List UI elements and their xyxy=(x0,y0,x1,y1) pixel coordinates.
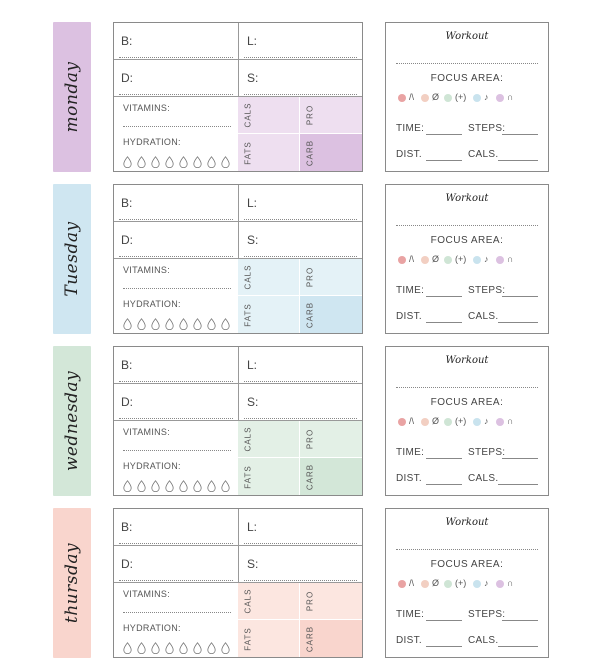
lunch-label[interactable]: L: xyxy=(247,520,258,534)
workout-box xyxy=(385,184,549,334)
water-drop-icon[interactable] xyxy=(193,317,202,329)
focus-glyph-icon[interactable]: ∩ xyxy=(507,416,514,426)
pro-field[interactable] xyxy=(300,259,362,296)
dist-line xyxy=(426,322,462,323)
focus-dot-icon[interactable] xyxy=(496,580,504,588)
lunch-label[interactable]: L: xyxy=(247,34,258,48)
divider xyxy=(114,545,362,546)
dinner-label[interactable]: D: xyxy=(121,557,133,571)
fats-field[interactable] xyxy=(238,296,300,333)
macros-grid xyxy=(238,259,362,333)
carb-field-label: CARB xyxy=(305,139,315,166)
cals-field[interactable] xyxy=(238,583,300,620)
vitamins-hydration xyxy=(114,421,238,495)
fats-field[interactable] xyxy=(238,458,300,495)
time-label[interactable]: TIME: xyxy=(396,447,425,458)
focus-glyph-icon[interactable]: Ø xyxy=(432,416,440,426)
focus-glyph-icon[interactable]: ∩ xyxy=(507,92,514,102)
time-line xyxy=(426,134,462,135)
day-tab xyxy=(53,508,91,658)
time-line xyxy=(426,620,462,621)
dotted-line xyxy=(244,381,357,382)
dotted-line xyxy=(119,219,233,220)
breakfast-label[interactable]: B: xyxy=(121,358,133,372)
focus-dot-icon[interactable] xyxy=(421,580,429,588)
pro-field-label: PRO xyxy=(305,104,315,126)
hydration-label: HYDRATION: xyxy=(123,299,181,309)
focus-dot-icon[interactable] xyxy=(398,256,406,264)
dotted-line xyxy=(244,57,357,58)
focus-dot-icon[interactable] xyxy=(444,256,452,264)
time-label[interactable]: TIME: xyxy=(396,123,425,134)
day-tab xyxy=(53,22,91,172)
focus-glyph-icon[interactable]: ∩ xyxy=(507,578,514,588)
water-drop-icon[interactable] xyxy=(165,641,174,653)
focus-glyph-icon[interactable]: ♪ xyxy=(484,416,489,426)
dotted-line xyxy=(244,543,357,544)
water-drops xyxy=(123,479,243,493)
water-drop-icon[interactable] xyxy=(165,155,174,167)
carb-field-label: CARB xyxy=(305,625,315,652)
breakfast-label[interactable]: B: xyxy=(121,196,133,210)
water-drop-icon[interactable] xyxy=(221,155,230,167)
carb-field[interactable] xyxy=(300,458,362,495)
carb-field-label: CARB xyxy=(305,463,315,490)
fats-field-label: FATS xyxy=(243,626,253,651)
lunch-label[interactable]: L: xyxy=(247,196,258,210)
snack-label[interactable]: S: xyxy=(247,395,259,409)
vitamins-hydration xyxy=(114,97,238,171)
workout-line xyxy=(396,225,538,226)
focus-dot-icon[interactable] xyxy=(473,418,481,426)
time-label[interactable]: TIME: xyxy=(396,609,425,620)
water-drop-icon[interactable] xyxy=(221,641,230,653)
breakfast-label[interactable]: B: xyxy=(121,34,133,48)
cals-label[interactable]: CALS. xyxy=(468,311,499,322)
focus-dot-icon[interactable] xyxy=(444,418,452,426)
water-drop-icon[interactable] xyxy=(207,317,216,329)
day-name: thursday xyxy=(62,542,82,624)
vitamins-hydration xyxy=(114,583,238,657)
meals-box xyxy=(113,22,363,172)
focus-dot-icon[interactable] xyxy=(398,418,406,426)
workout-title: Workout xyxy=(445,31,489,42)
focus-glyph-icon[interactable]: ∩ xyxy=(507,254,514,264)
focus-dot-icon[interactable] xyxy=(473,580,481,588)
pro-field[interactable] xyxy=(300,583,362,620)
water-drop-icon[interactable] xyxy=(179,641,188,653)
carb-field[interactable] xyxy=(300,620,362,657)
vitamins-label[interactable]: VITAMINS: xyxy=(123,427,171,437)
day-block-1 xyxy=(0,184,600,336)
carb-field[interactable] xyxy=(300,134,362,171)
water-drop-icon[interactable] xyxy=(151,479,160,491)
vitamins-label[interactable]: VITAMINS: xyxy=(123,265,171,275)
workout-box xyxy=(385,22,549,172)
workout-line xyxy=(396,549,538,550)
focus-dot-icon[interactable] xyxy=(473,256,481,264)
water-drop-icon[interactable] xyxy=(137,641,146,653)
water-drops xyxy=(123,155,243,169)
cals-field-label: CALS xyxy=(243,588,253,614)
focus-area-label: FOCUS AREA: xyxy=(430,73,504,84)
dinner-label[interactable]: D: xyxy=(121,71,133,85)
water-drop-icon[interactable] xyxy=(151,317,160,329)
steps-label[interactable]: STEPS: xyxy=(468,447,506,458)
vitamins-label[interactable]: VITAMINS: xyxy=(123,589,171,599)
focus-dot-icon[interactable] xyxy=(398,94,406,102)
water-drop-icon[interactable] xyxy=(179,317,188,329)
water-drop-icon[interactable] xyxy=(137,155,146,167)
macros-grid xyxy=(238,97,362,171)
cals-label[interactable]: CALS. xyxy=(468,149,499,160)
workout-title: Workout xyxy=(445,193,489,204)
steps-line xyxy=(502,134,538,135)
focus-glyph-icon[interactable]: (+) xyxy=(455,416,467,426)
focus-glyph-icon[interactable]: /\ xyxy=(409,254,415,264)
time-label[interactable]: TIME: xyxy=(396,285,425,296)
focus-glyph-icon[interactable]: (+) xyxy=(455,578,467,588)
breakfast-label[interactable]: B: xyxy=(121,520,133,534)
dotted-line xyxy=(119,543,233,544)
snack-label[interactable]: S: xyxy=(247,71,259,85)
water-drop-icon[interactable] xyxy=(193,641,202,653)
day-name: Tuesday xyxy=(62,221,82,297)
day-name: monday xyxy=(62,61,82,133)
dist-line xyxy=(426,646,462,647)
water-drop-icon[interactable] xyxy=(193,479,202,491)
cals-field[interactable] xyxy=(238,97,300,134)
day-name: wednesday xyxy=(62,370,82,472)
hydration-label: HYDRATION: xyxy=(123,137,181,147)
day-tab xyxy=(53,346,91,496)
water-drop-icon[interactable] xyxy=(151,641,160,653)
water-drop-icon[interactable] xyxy=(179,155,188,167)
focus-glyph-icon[interactable]: /\ xyxy=(409,416,415,426)
water-drop-icon[interactable] xyxy=(165,317,174,329)
dotted-line xyxy=(119,94,233,95)
steps-label[interactable]: STEPS: xyxy=(468,609,506,620)
cals-field-label: CALS xyxy=(243,264,253,290)
water-drop-icon[interactable] xyxy=(165,479,174,491)
time-line xyxy=(426,296,462,297)
vitamins-line xyxy=(123,288,231,289)
water-drop-icon[interactable] xyxy=(151,155,160,167)
fats-field-label: FATS xyxy=(243,464,253,489)
workout-title: Workout xyxy=(445,355,489,366)
hydration-label: HYDRATION: xyxy=(123,623,181,633)
dotted-line xyxy=(119,381,233,382)
focus-dot-icon[interactable] xyxy=(421,94,429,102)
day-tab xyxy=(53,184,91,334)
water-drop-icon[interactable] xyxy=(221,317,230,329)
steps-label[interactable]: STEPS: xyxy=(468,285,506,296)
water-drops xyxy=(123,317,243,331)
focus-icons xyxy=(398,253,538,267)
focus-area-label: FOCUS AREA: xyxy=(430,235,504,246)
focus-dot-icon[interactable] xyxy=(421,256,429,264)
dotted-line xyxy=(244,94,357,95)
workout-box xyxy=(385,508,549,658)
cals-field-label: CALS xyxy=(243,102,253,128)
cals-line xyxy=(498,484,538,485)
water-drop-icon[interactable] xyxy=(193,155,202,167)
pro-field-label: PRO xyxy=(305,266,315,288)
cals-line xyxy=(498,322,538,323)
dist-label[interactable]: DIST. xyxy=(396,635,422,646)
dotted-line xyxy=(244,580,357,581)
focus-glyph-icon[interactable]: Ø xyxy=(432,92,440,102)
dotted-line xyxy=(119,57,233,58)
focus-area-label: FOCUS AREA: xyxy=(430,559,504,570)
dist-label[interactable]: DIST. xyxy=(396,149,422,160)
workout-line xyxy=(396,63,538,64)
cals-field[interactable] xyxy=(238,259,300,296)
focus-dot-icon[interactable] xyxy=(444,94,452,102)
hydration-label: HYDRATION: xyxy=(123,461,181,471)
dinner-label[interactable]: D: xyxy=(121,233,133,247)
focus-dot-icon[interactable] xyxy=(496,256,504,264)
vitamins-hydration xyxy=(114,259,238,333)
pro-field-label: PRO xyxy=(305,428,315,450)
macros-grid xyxy=(238,421,362,495)
workout-title: Workout xyxy=(445,517,489,528)
focus-glyph-icon[interactable]: /\ xyxy=(409,578,415,588)
focus-dot-icon[interactable] xyxy=(421,418,429,426)
divider xyxy=(114,59,362,60)
water-drop-icon[interactable] xyxy=(207,641,216,653)
water-drop-icon[interactable] xyxy=(207,479,216,491)
lunch-label[interactable]: L: xyxy=(247,358,258,372)
macros-grid xyxy=(238,583,362,657)
steps-line xyxy=(502,458,538,459)
fats-field-label: FATS xyxy=(243,140,253,165)
cals-line xyxy=(498,160,538,161)
day-block-2 xyxy=(0,346,600,498)
water-drop-icon[interactable] xyxy=(123,479,132,491)
carb-field-label: CARB xyxy=(305,301,315,328)
fats-field[interactable] xyxy=(238,134,300,171)
focus-dot-icon[interactable] xyxy=(473,94,481,102)
fats-field-label: FATS xyxy=(243,302,253,327)
focus-icons xyxy=(398,91,538,105)
vitamins-line xyxy=(123,612,231,613)
pro-field[interactable] xyxy=(300,421,362,458)
focus-icons xyxy=(398,577,538,591)
cals-field-label: CALS xyxy=(243,426,253,452)
dotted-line xyxy=(119,418,233,419)
focus-glyph-icon[interactable]: ♪ xyxy=(484,578,489,588)
water-drop-icon[interactable] xyxy=(123,155,132,167)
steps-label[interactable]: STEPS: xyxy=(468,123,506,134)
water-drop-icon[interactable] xyxy=(123,317,132,329)
focus-icons xyxy=(398,415,538,429)
focus-glyph-icon[interactable]: Ø xyxy=(432,254,440,264)
focus-dot-icon[interactable] xyxy=(444,580,452,588)
snack-label[interactable]: S: xyxy=(247,557,259,571)
focus-glyph-icon[interactable]: ♪ xyxy=(484,254,489,264)
dist-line xyxy=(426,484,462,485)
cals-label[interactable]: CALS. xyxy=(468,473,499,484)
meals-box xyxy=(113,508,363,658)
vitamins-line xyxy=(123,450,231,451)
water-drop-icon[interactable] xyxy=(137,317,146,329)
meals-box xyxy=(113,184,363,334)
divider xyxy=(114,383,362,384)
workout-line xyxy=(396,387,538,388)
dist-line xyxy=(426,160,462,161)
pro-field[interactable] xyxy=(300,97,362,134)
dotted-line xyxy=(244,418,357,419)
divider xyxy=(114,221,362,222)
water-drops xyxy=(123,641,243,655)
steps-line xyxy=(502,620,538,621)
snack-label[interactable]: S: xyxy=(247,233,259,247)
day-block-3 xyxy=(0,508,600,660)
water-drop-icon[interactable] xyxy=(221,479,230,491)
focus-dot-icon[interactable] xyxy=(398,580,406,588)
cals-label[interactable]: CALS. xyxy=(468,635,499,646)
water-drop-icon[interactable] xyxy=(207,155,216,167)
meals-box xyxy=(113,346,363,496)
focus-dot-icon[interactable] xyxy=(496,94,504,102)
cals-line xyxy=(498,646,538,647)
pro-field-label: PRO xyxy=(305,590,315,612)
vitamins-line xyxy=(123,126,231,127)
dotted-line xyxy=(244,256,357,257)
dotted-line xyxy=(119,580,233,581)
focus-glyph-icon[interactable]: ♪ xyxy=(484,92,489,102)
water-drop-icon[interactable] xyxy=(137,479,146,491)
dist-label[interactable]: DIST. xyxy=(396,311,422,322)
time-line xyxy=(426,458,462,459)
dinner-label[interactable]: D: xyxy=(121,395,133,409)
water-drop-icon[interactable] xyxy=(123,641,132,653)
carb-field[interactable] xyxy=(300,296,362,333)
focus-area-label: FOCUS AREA: xyxy=(430,397,504,408)
steps-line xyxy=(502,296,538,297)
focus-glyph-icon[interactable]: Ø xyxy=(432,578,440,588)
dotted-line xyxy=(244,219,357,220)
dist-label[interactable]: DIST. xyxy=(396,473,422,484)
water-drop-icon[interactable] xyxy=(179,479,188,491)
focus-glyph-icon[interactable]: (+) xyxy=(455,92,467,102)
cals-field[interactable] xyxy=(238,421,300,458)
dotted-line xyxy=(119,256,233,257)
fats-field[interactable] xyxy=(238,620,300,657)
focus-dot-icon[interactable] xyxy=(496,418,504,426)
vitamins-label[interactable]: VITAMINS: xyxy=(123,103,171,113)
workout-box xyxy=(385,346,549,496)
day-block-0 xyxy=(0,22,600,174)
focus-glyph-icon[interactable]: /\ xyxy=(409,92,415,102)
focus-glyph-icon[interactable]: (+) xyxy=(455,254,467,264)
